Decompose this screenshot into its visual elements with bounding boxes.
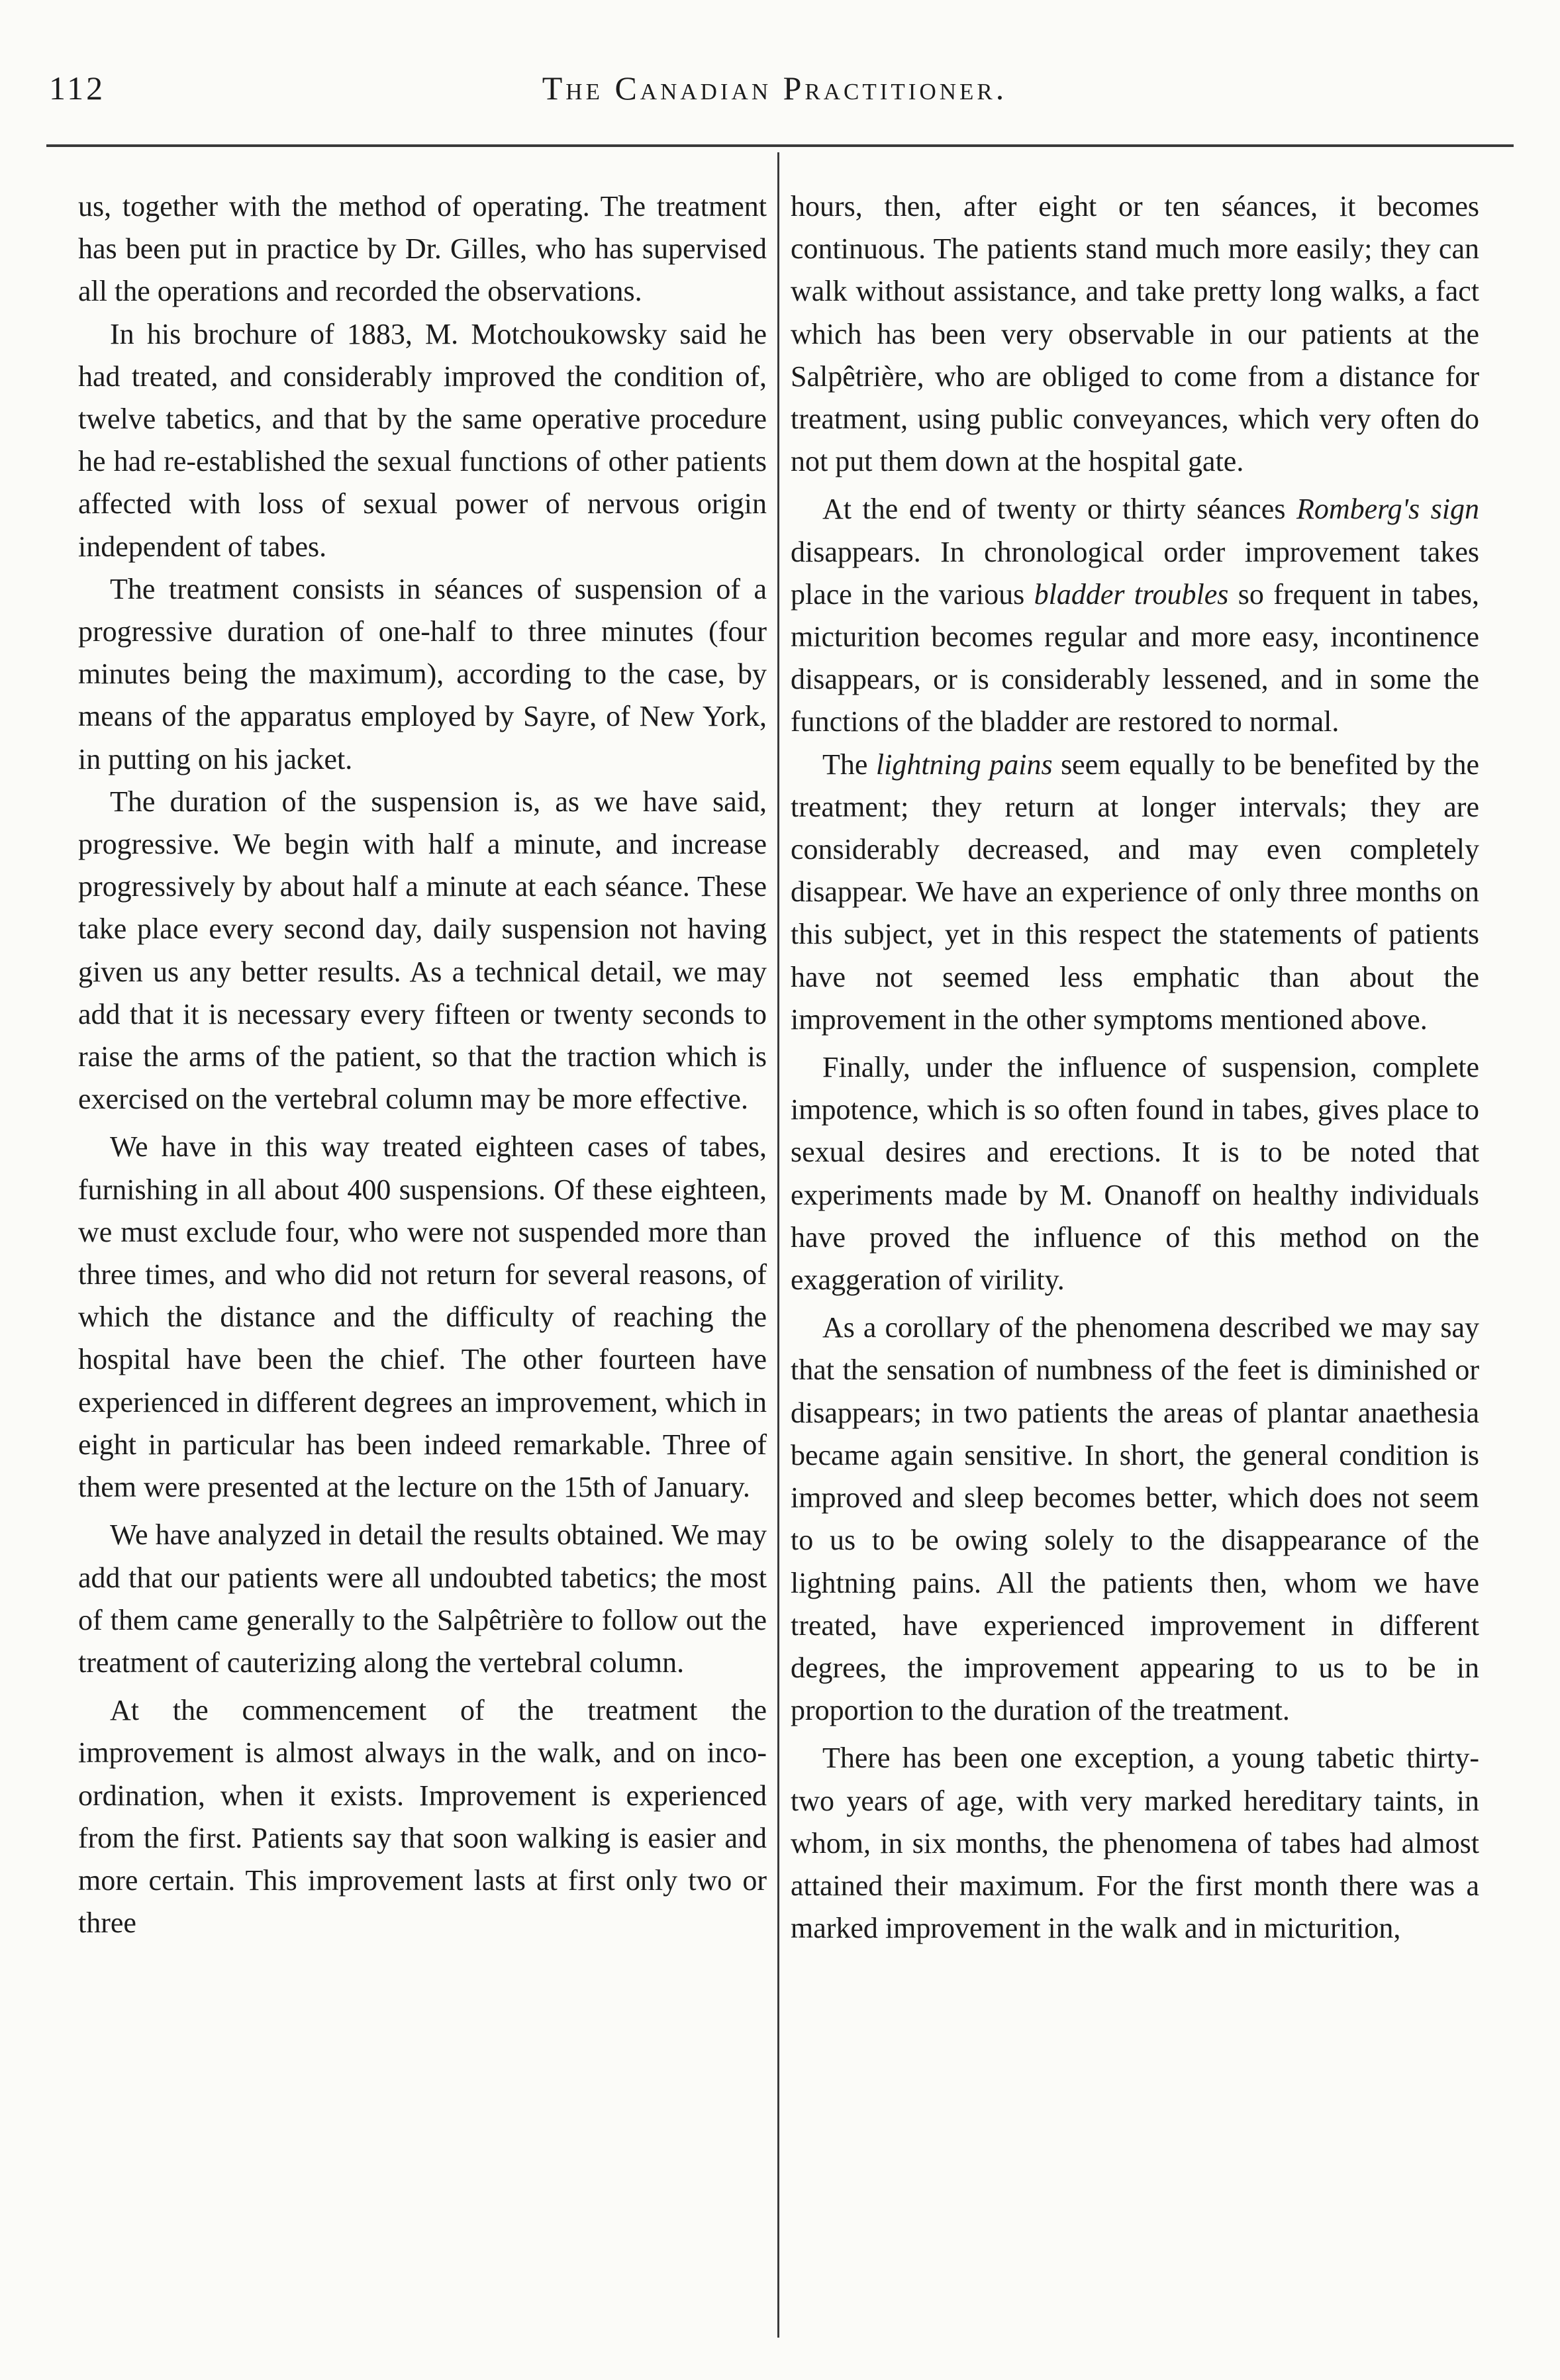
italic-term: lightning pains	[875, 748, 1053, 781]
text-columns	[78, 185, 1495, 2357]
text-run: The	[822, 748, 876, 781]
paragraph: The treatment consists in séances of suspension of a progressive duration of one-half to three minutes (four minutes being the maximum), according to the case, by means of the apparatus employed by Sayre, of New York, in putting on his jacket.	[78, 572, 767, 775]
header-rule	[46, 144, 1514, 147]
text-run: At the end of twenty or thirty séances	[822, 493, 1296, 526]
text-run: disappears. In chronological order improvement takes place in the various	[791, 535, 1479, 611]
text-run: so frequent in tabes, micturition becomes regular and more easy, incontinence disappears, or is considerably lessened, and in some the functions of the bladder are restored to normal.	[791, 577, 1480, 738]
paragraph: At the commencement of the treatment the improvement is almost always in the walk, and on inco-ordination, when it exists. Improvement is experienced from the first. Patients say that soon walking is easier and more certain. This improvement lasts at first only two or three	[78, 1694, 767, 1940]
column-divider	[777, 152, 779, 2338]
paragraph: Finally, under the influence of suspension, complete impotence, which is so often found in tabes, gives place to sexual desires and erections. It is to be noted that experiments made by M. Onanoff on healthy individuals have proved the influence of this method on the exaggeration of virility.	[791, 1051, 1479, 1297]
paragraph: There has been one exception, a young tabetic thirty-two years of age, with very marked hereditary taints, in whom, in six months, the phenomena of tabes had almost attained their maximum. For the first month there was a marked improvement in the walk and in micturition,	[791, 1742, 1479, 1945]
paragraph: We have in this way treated eighteen cases of tabes, furnishing in all about 400 suspensions. Of these eighteen, we must exclude four, who were not suspended more than three times, and who did not return for several reasons, of which the distance and the difficulty of reaching the hospital have been the chief. The other fourteen have experienced in different degrees an improvement, which in eight in particular has been indeed remarkable. Three of them were presented at the lecture on the 15th of January.	[78, 1130, 767, 1504]
paragraph	[791, 744, 1479, 1041]
text-run: seem equally to be benefited by the treatment; they return at longer intervals; they are considerably decreased, and may even completely disappear. We have an experience of only three months on this subject, yet in this respect the statements of patients have not seemed less emphatic than about the improvement in the other symptoms mentioned above.	[791, 748, 1479, 1036]
running-head: The Canadian Practitioner.	[542, 70, 1008, 107]
paragraph: The duration of the suspension is, as we have said, progressive. We begin with half a minute, and increase progressively by about half a minute at each séance. These take place every second day, daily suspension not having given us any better results. As a technical detail, we may add that it is necessary every fifteen or twenty seconds to raise the arms of the patient, so that the traction which is exercised on the vertebral column may be more effective.	[78, 785, 767, 1116]
page-header	[49, 60, 1500, 119]
page-number: 112	[49, 70, 106, 107]
paragraph: hours, then, after eight or ten séances, it becomes continuous. The patients stand much more easily; they can walk without assistance, and take pretty long walks, a fact which has been very observable in our patients at the Salpêtrière, who are obliged to come from a distance for treatment, using public conveyances, which very often do not put them down at the hospital gate.	[791, 190, 1479, 478]
paragraph: us, together with the method of operating. The treatment has been put in practice by Dr. Gilles, who has supervised all the operations and recorded the observations.	[78, 190, 767, 308]
paragraph	[791, 488, 1479, 743]
left-column	[78, 185, 767, 1944]
italic-term: bladder troubles	[1034, 577, 1229, 611]
right-column	[791, 185, 1479, 1950]
paragraph: We have analyzed in detail the results obtained. We may add that our patients were all undoubted tabetics; the most of them came generally to the Salpêtrière to follow out the treatment of cauterizing along the vertebral column.	[78, 1518, 767, 1679]
italic-term: Romberg's sign	[1296, 493, 1479, 526]
paragraph: As a corollary of the phenomena described we may say that the sensation of numbness of the feet is diminished or disappears; in two patients the areas of plantar anaethesia became again sensitive. In short, the general condition is improved and sleep becomes better, which does not seem to us to be owing solely to the disappearance of the lightning pains. All the patients then, whom we have treated, have experienced improvement in different degrees, the improvement appearing to us to be in proportion to the duration of the treatment.	[791, 1311, 1479, 1727]
paragraph: In his brochure of 1883, M. Motchoukowsky said he had treated, and considerably improved the condition of, twelve tabetics, and that by the same operative procedure he had re-established the sexual functions of other patients affected with loss of sexual power of nervous origin independent of tabes.	[78, 317, 767, 563]
